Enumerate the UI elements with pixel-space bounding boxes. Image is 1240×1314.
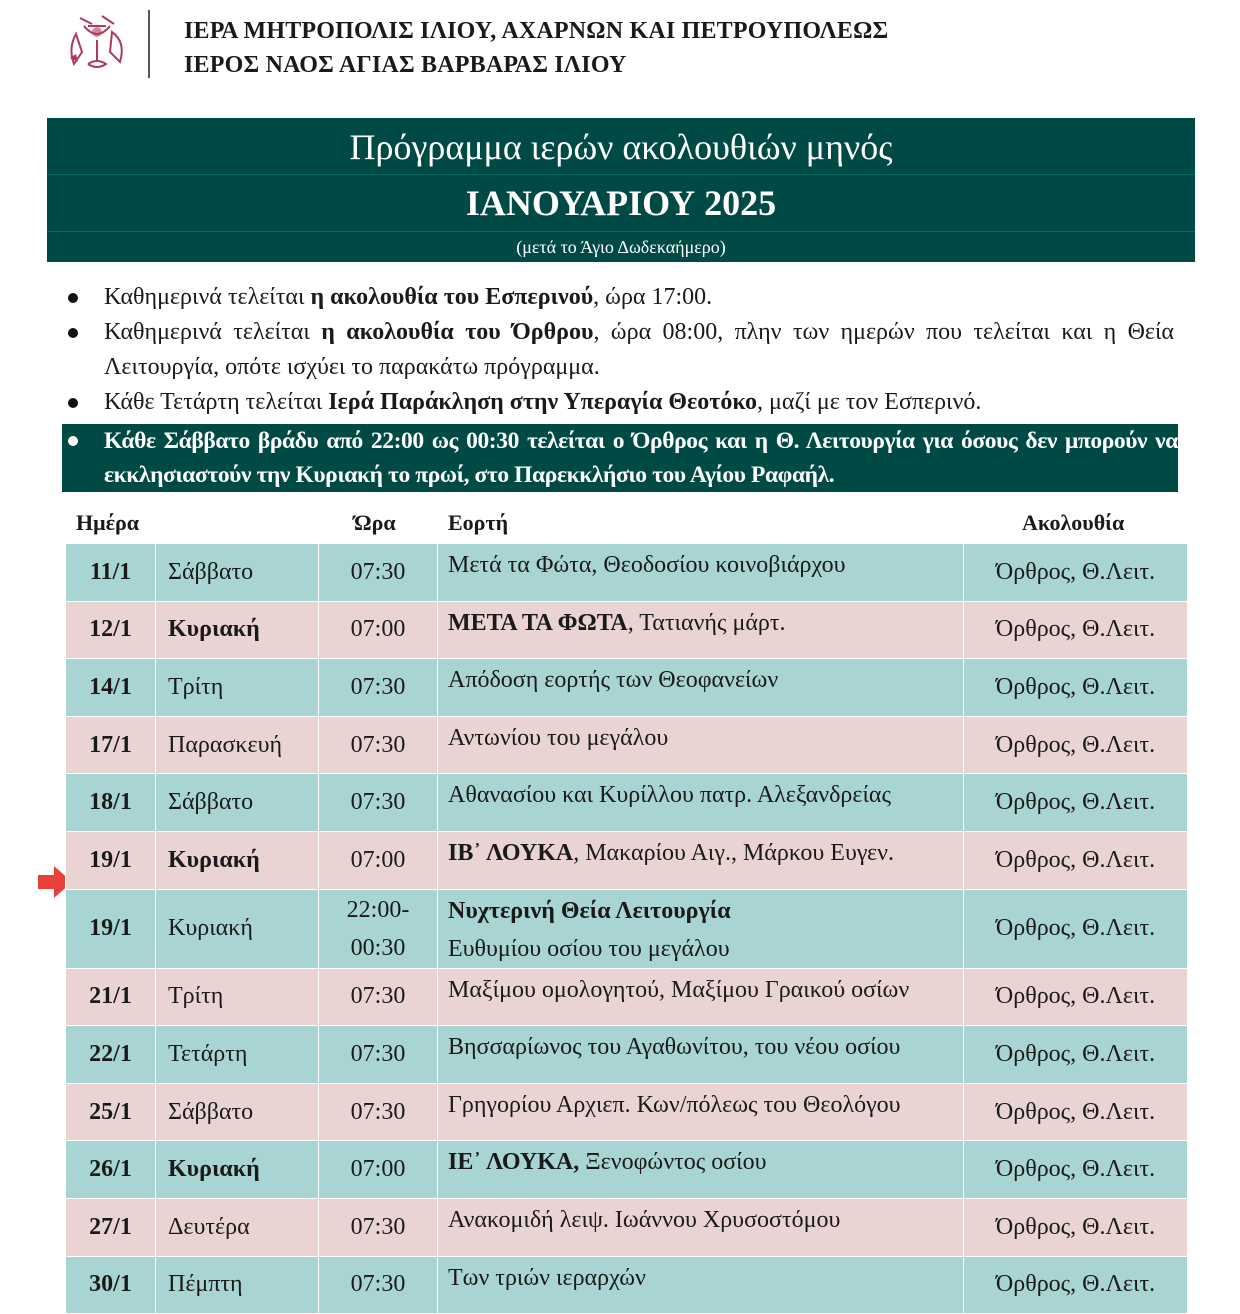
chalice-emblem-icon xyxy=(62,12,132,78)
banner-month: ΙΑΝΟΥΑΡΙΟΥ 2025 xyxy=(47,175,1195,232)
bullet-icon xyxy=(68,293,78,303)
table-row xyxy=(66,601,1188,659)
service-cell: Όρθρος, Θ.Λειτ. xyxy=(964,831,1188,889)
time-cell: 07:30 xyxy=(319,659,438,717)
date-cell: 25/1 xyxy=(66,1083,156,1141)
church-title: ΙΕΡΟΣ ΝΑΟΣ ΑΓΙΑΣ ΒΑΡΒΑΡΑΣ ΙΛΙΟΥ xyxy=(184,52,627,78)
date-cell: 21/1 xyxy=(66,968,156,1026)
date-cell: 12/1 xyxy=(66,601,156,659)
time-cell: 07:00 xyxy=(319,601,438,659)
service-cell: Όρθρος, Θ.Λειτ. xyxy=(964,1141,1188,1199)
date-cell: 17/1 xyxy=(66,716,156,774)
table-row xyxy=(66,1026,1188,1084)
table-row xyxy=(66,544,1188,602)
title-banner xyxy=(47,118,1195,262)
feast-cell: Βησσαρίωνος του Αγαθωνίτου, του νέου οσίου xyxy=(438,1026,964,1084)
date-cell: 14/1 xyxy=(66,659,156,717)
metropolis-title: ΙΕΡΑ ΜΗΤΡΟΠΟΛΙΣ ΙΛΙΟΥ, ΑΧΑΡΝΩΝ ΚΑΙ ΠΕΤΡΟΥΠΟΛΕΩΣ xyxy=(184,18,889,44)
time-cell: 07:30 xyxy=(319,968,438,1026)
feast-cell: Απόδοση εορτής των Θεοφανείων xyxy=(438,659,964,717)
feast-cell: Μαξίμου ομολογητού, Μαξίμου Γραικού οσίων xyxy=(438,968,964,1026)
day-cell: Τετάρτη xyxy=(156,1026,319,1084)
feast-cell: Των τριών ιεραρχών xyxy=(438,1256,964,1314)
notes-list xyxy=(62,280,1178,492)
date-cell: 18/1 xyxy=(66,774,156,832)
date-cell: 26/1 xyxy=(66,1141,156,1199)
service-cell: Όρθρος, Θ.Λειτ. xyxy=(964,1083,1188,1141)
table-row xyxy=(66,831,1188,889)
service-cell: Όρθρος, Θ.Λειτ. xyxy=(964,716,1188,774)
note-paraklesis: Κάθε Τετάρτη τελείται Ιερά Παράκληση στην Υπεραγία Θεοτόκο, μαζί με τον Εσπερινό. xyxy=(62,385,1174,420)
day-cell: Δευτέρα xyxy=(156,1198,319,1256)
header-divider xyxy=(148,10,150,78)
service-cell: Όρθρος, Θ.Λειτ. xyxy=(964,1198,1188,1256)
table-row xyxy=(66,968,1188,1026)
day-cell: Τρίτη xyxy=(156,968,319,1026)
feast-cell: Νυχτερινή Θεία Λειτουργία Ευθυμίου οσίου του μεγάλου xyxy=(438,889,964,968)
service-cell: Όρθρος, Θ.Λειτ. xyxy=(964,774,1188,832)
table-row xyxy=(66,1256,1188,1314)
schedule-table xyxy=(65,543,1188,1314)
time-cell: 07:30 xyxy=(319,1256,438,1314)
day-cell: Σάββατο xyxy=(156,544,319,602)
date-cell: 22/1 xyxy=(66,1026,156,1084)
service-cell: Όρθρος, Θ.Λειτ. xyxy=(964,889,1188,968)
table-row xyxy=(66,1083,1188,1141)
date-cell: 27/1 xyxy=(66,1198,156,1256)
time-cell: 07:00 xyxy=(319,831,438,889)
feast-cell: ΙΒ᾽ ΛΟΥΚΑ, Μακαρίου Αιγ., Μάρκου Ευγεν. xyxy=(438,831,964,889)
date-cell: 19/1 xyxy=(66,831,156,889)
note-vespers: Καθημερινά τελείται η ακολουθία του Εσπερινού, ώρα 17:00. xyxy=(62,280,1174,315)
header-service: Ακολουθία xyxy=(1022,510,1125,535)
time-cell: 07:30 xyxy=(319,1198,438,1256)
header-day: Ημέρα xyxy=(76,510,140,535)
time-cell: 07:30 xyxy=(319,1026,438,1084)
note-night-liturgy: Κάθε Σάββατο βράδυ από 22:00 ως 00:30 τελείται ο Όρθρος και η Θ. Λειτουργία για όσους δεν μπορούν να εκκλησιαστούν την Κυριακή το πρωί, στο Παρεκκλήσιο του Αγίου Ραφαήλ. xyxy=(62,424,1178,492)
feast-cell: Αθανασίου και Κυρίλλου πατρ. Αλεξανδρείας xyxy=(438,774,964,832)
header-feast: Εορτή xyxy=(448,510,509,535)
service-cell: Όρθρος, Θ.Λειτ. xyxy=(964,601,1188,659)
bullet-icon xyxy=(68,398,78,408)
table-row xyxy=(66,1141,1188,1199)
bullet-icon xyxy=(68,328,78,338)
time-cell: 07:30 xyxy=(319,774,438,832)
table-row xyxy=(66,716,1188,774)
feast-cell: Αντωνίου του μεγάλου xyxy=(438,716,964,774)
service-cell: Όρθρος, Θ.Λειτ. xyxy=(964,659,1188,717)
time-cell: 22:00- 00:30 xyxy=(319,889,438,968)
date-cell: 11/1 xyxy=(66,544,156,602)
feast-cell: ΙΕ᾽ ΛΟΥΚΑ, Ξενοφώντος οσίου xyxy=(438,1141,964,1199)
service-cell: Όρθρος, Θ.Λειτ. xyxy=(964,544,1188,602)
banner-subtitle: (μετά το Άγιο Δωδεκαήμερο) xyxy=(516,237,726,257)
date-cell: 19/1 xyxy=(66,889,156,968)
time-cell: 07:30 xyxy=(319,1083,438,1141)
date-cell: 30/1 xyxy=(66,1256,156,1314)
day-cell: Κυριακή xyxy=(156,1141,319,1199)
day-cell: Παρασκευή xyxy=(156,716,319,774)
header xyxy=(60,8,1160,82)
time-cell: 07:30 xyxy=(319,716,438,774)
feast-cell: Μετά τα Φώτα, Θεοδοσίου κοινοβιάρχου xyxy=(438,544,964,602)
day-cell: Κυριακή xyxy=(156,601,319,659)
header-titles xyxy=(184,14,888,82)
day-cell: Κυριακή xyxy=(156,889,319,968)
table-row-night-liturgy xyxy=(66,889,1188,968)
header-time: Ώρα xyxy=(354,510,396,535)
day-cell: Κυριακή xyxy=(156,831,319,889)
banner-title: Πρόγραμμα ιερών ακολουθιών μηνός xyxy=(47,118,1195,175)
day-cell: Τρίτη xyxy=(156,659,319,717)
day-cell: Σάββατο xyxy=(156,774,319,832)
feast-cell: ΜΕΤΑ ΤΑ ΦΩΤΑ, Τατιανής μάρτ. xyxy=(438,601,964,659)
service-cell: Όρθρος, Θ.Λειτ. xyxy=(964,1026,1188,1084)
time-cell: 07:00 xyxy=(319,1141,438,1199)
table-row xyxy=(66,1198,1188,1256)
feast-cell: Ανακομιδή λειψ. Ιωάννου Χρυσοστόμου xyxy=(438,1198,964,1256)
bullet-icon xyxy=(68,436,78,446)
service-cell: Όρθρος, Θ.Λειτ. xyxy=(964,1256,1188,1314)
day-cell: Σάββατο xyxy=(156,1083,319,1141)
feast-cell: Γρηγορίου Αρχιεπ. Κων/πόλεως του Θεολόγου xyxy=(438,1083,964,1141)
note-orthros: Καθημερινά τελείται η ακολουθία του Όρθρου, ώρα 08:00, πλην των ημερών που τελείται και η Θεία Λειτουργία, οπότε ισχύει το παρακάτω πρόγραμμα. xyxy=(62,315,1174,385)
time-cell: 07:30 xyxy=(319,544,438,602)
day-cell: Πέμπτη xyxy=(156,1256,319,1314)
table-row xyxy=(66,659,1188,717)
service-cell: Όρθρος, Θ.Λειτ. xyxy=(964,968,1188,1026)
table-row xyxy=(66,774,1188,832)
